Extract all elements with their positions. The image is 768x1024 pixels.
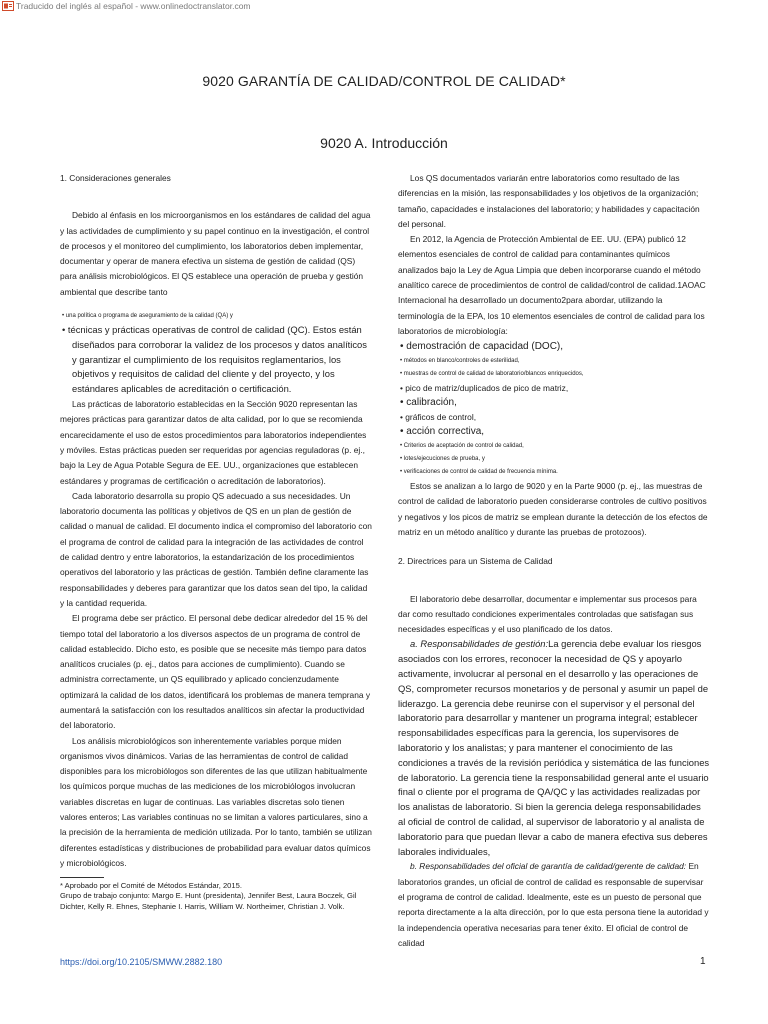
translator-banner[interactable] [2, 0, 251, 12]
document-title: 9020 GARANTÍA DE CALIDAD/CONTROL DE CALIDAD* [202, 73, 566, 89]
list-item: • calibración, [400, 396, 457, 408]
translator-icon [2, 1, 14, 11]
paragraph: Las prácticas de laboratorio establecidas en la Sección 9020 representan las mejores prácticas para garantizar datos de alta calidad, por lo que se recomienda encarecidamente el uso de estos procedimientos para laboratorios independientes y móviles. Estas prácticas pueden ser requeridas por agencias reguladoras (p. ej., bajo la Ley de Agua Potable Segura de EE. UU., organizaciones que establecen estándares y programas de certificación o acreditación de laboratorios). [60, 399, 367, 486]
list-item: • verificaciones de control de calidad de frecuencia mínima. [400, 469, 558, 476]
paragraph: Los QS documentados variarán entre laboratorios como resultado de las diferencias en la misión, las responsabilidades y los objetivos de la organización; tamaño, capacidades e instalaciones del laboratorio; y habilidades y capacitación del personal. [398, 173, 700, 229]
doi-link[interactable]: https://doi.org/10.2105/SMWW.2882.180 [60, 957, 223, 967]
left-column [60, 171, 372, 871]
footnote-group: Grupo de trabajo conjunto: Margo E. Hunt (presidenta), Jennifer Best, Laura Boczek, Gil Dichter, Kelly R. Ehnes, Stephanie I. Harris, William W. Northeimer, Christian J. Volk. [60, 891, 357, 911]
bullet-item: • una política o programa de aseguramiento de la calidad (QA) y [62, 313, 233, 320]
list-item: • lotes/ejecuciones de prueba, y [400, 456, 485, 463]
list-item: • acción correctiva, [400, 426, 485, 438]
translator-link[interactable]: Traducido del inglés al español - www.onlinedoctranslator.com [16, 1, 251, 11]
paragraph: El programa debe ser práctico. El personal debe dedicar alrededor del 15 % del tiempo total del laboratorio a los diversos aspectos de un programa de control de calidad establecido. Dicho esto, es posible que se necesite más tiempo para datos analíticos cruciales (p. ej., datos para acciones de cumplimiento). Cuando se administra correctamente, un QS equilibrado y aplicado concienzudamente optimizará la calidad de los datos, identificará los problemas de manera temprana y aumentará la satisfacción con los resultados analíticos sin afectar la productividad del laboratorio. [60, 613, 371, 731]
paragraph: En 2012, la Agencia de Protección Ambiental de EE. UU. (EPA) publicó 12 elementos esenciales de control de calidad para contaminantes químicos analizados bajo la Ley de Agua Limpia que deben incorporarse cuando el método analítico carece de procedimientos de control de calidad/control de calidad.1AOAC Internacional ha desarrollado un documento2para abordar, utilizando la terminología de la EPA, los 10 elementos esenciales de control de calidad para los laboratorios de microbiología: [398, 234, 706, 336]
section-title: 9020 A. Introducción [320, 135, 448, 151]
section-heading-2: 2. Directrices para un Sistema de Calidad [398, 556, 553, 567]
paragraph: Estos se analizan a lo largo de 9020 y en la Parte 9000 (p. ej., las muestras de control de calidad de laboratorio pueden considerarse controles de cultivo positivos y negativos y los picos de matriz se emplean durante la detección de los efectos de matriz en un método analítico y durante las pruebas de protozoos). [398, 481, 708, 537]
paragraph: El laboratorio debe desarrollar, documentar e implementar sus procesos para dar como resultado condiciones experimentales controladas que satisfagan sus necesidades específicas y el uso planificado de los datos. [398, 593, 697, 635]
bullet-item: • técnicas y prácticas operativas de control de calidad (QC). Estos están diseñados para corroborar la validez de los procesos y datos analíticos y garantizar el cumplimiento de los requisitos reglamentarios, los objetivos y requisitos de calidad del cliente y del proyecto, y los estándares aplicables de acreditación o certificación. [62, 324, 367, 395]
paragraph-management [398, 637, 710, 859]
footnote-approved: * Aprobado por el Comité de Métodos Estándar, 2015. [60, 881, 242, 890]
paragraph-qa-officer [398, 859, 710, 951]
subsection-label-a: a. Responsabilidades de gestión: [410, 638, 549, 650]
list-item: • gráficos de control, [400, 412, 477, 423]
list-item: • Criterios de aceptación de control de calidad, [400, 443, 524, 450]
footnote-divider [60, 877, 104, 878]
list-item: • demostración de capacidad (DOC), [400, 341, 564, 353]
page-number: 1 [700, 956, 706, 967]
right-column [398, 171, 710, 951]
subsection-text-b: En laboratorios grandes, un oficial de control de calidad es responsable de supervisar el programa de control de calidad. Idealmente, este es un puesto de personal que reporta directamente a la alta dirección, por lo que esta persona tiene la autoridad y la independencia operativa necesarias para tener éxito. El oficial de control de calidad [398, 861, 709, 948]
paragraph: Los análisis microbiológicos son inherentemente variables porque miden organismos vivos dinámicos. Varias de las herramientas de control de calidad disponibles para los microbiólogos son diferentes de las que utilizan habitualmente los químicos porque muchas de las mediciones de los microbiólogos involucran variables discretas en lugar de continuas. Las variables discretas solo tienen valores enteros; Las variables continuas no se limitan a valores particulares, sino a la precisión de la herramienta de medición utilizada. Por lo tanto, también se utilizan diferentes estadísticas y distribuciones de probabilidad para evaluar datos químicos y microbiológicos. [60, 735, 372, 868]
subsection-text-a: La gerencia debe evaluar los riesgos asociados con los errores, reconocer la necesidad de QS y apoyarlo activamente, involucrar al personal en el desarrollo y las operaciones de QS, comprometer recursos monetarios y de personal y asumir un papel de liderazgo. La gerencia debe reunirse con el supervisor y el personal del laboratorio para desarrollar y mantener un programa integral; establecer responsabilidades específicas para la gerencia, los supervisores de laboratorio y los analistas; y para mantener el conocimiento de las condiciones a través de la revisión periódica y sistemática de las funciones de laboratorio. La gerencia tiene la responsabilidad general ante el usuario final o cliente por el programa de QA/QC y las actividades realizadas por los analistas de laboratorio. Si bien la gerencia delega responsabilidades al oficial de control de calidad, al supervisor de laboratorio y al analista de laboratorio para que puedan llevar a cabo de manera efectiva sus deberes laborales individuales, [398, 638, 710, 857]
list-item: • pico de matriz/duplicados de pico de matriz, [400, 382, 569, 393]
paragraph: Debido al énfasis en los microorganismos en los estándares de calidad del agua y las actividades de cumplimiento y su papel continuo en la investigación, el control de procesos y el monitoreo del cumplimiento, los laboratorios deben implementar, documentar y operar de manera efectiva un sistema de gestión de calidad (QS) para análisis microbiológicos. El QS establece una operación de prueba y gestión ambiental que describe tanto [60, 210, 371, 297]
subsection-label-b: b. Responsabilidades del oficial de garantía de calidad/gerente de calidad: [410, 861, 687, 872]
list-item: • métodos en blanco/controles de esterilidad, [400, 357, 520, 364]
qc-elements-list [398, 339, 710, 479]
section-heading-1: 1. Consideraciones generales [60, 173, 171, 183]
paragraph: Cada laboratorio desarrolla su propio QS adecuado a sus necesidades. Un laboratorio documenta las políticas y objetivos de QS en un plan de gestión de calidad o manual de calidad. El documento indica el compromiso del laboratorio con el programa de control de calidad para la integración de las actividades de control de calidad dentro y entre laboratorios, la estandarización de los procedimientos operativos del laboratorio y las prácticas de gestión. También define claramente las responsabilidades y deberes para garantizar que los datos sean del tipo, la calidad y la cantidad requerida. [60, 490, 372, 608]
list-item: • muestras de control de calidad de laboratorio/blancos enriquecidos, [400, 370, 584, 377]
footnote [60, 881, 380, 912]
